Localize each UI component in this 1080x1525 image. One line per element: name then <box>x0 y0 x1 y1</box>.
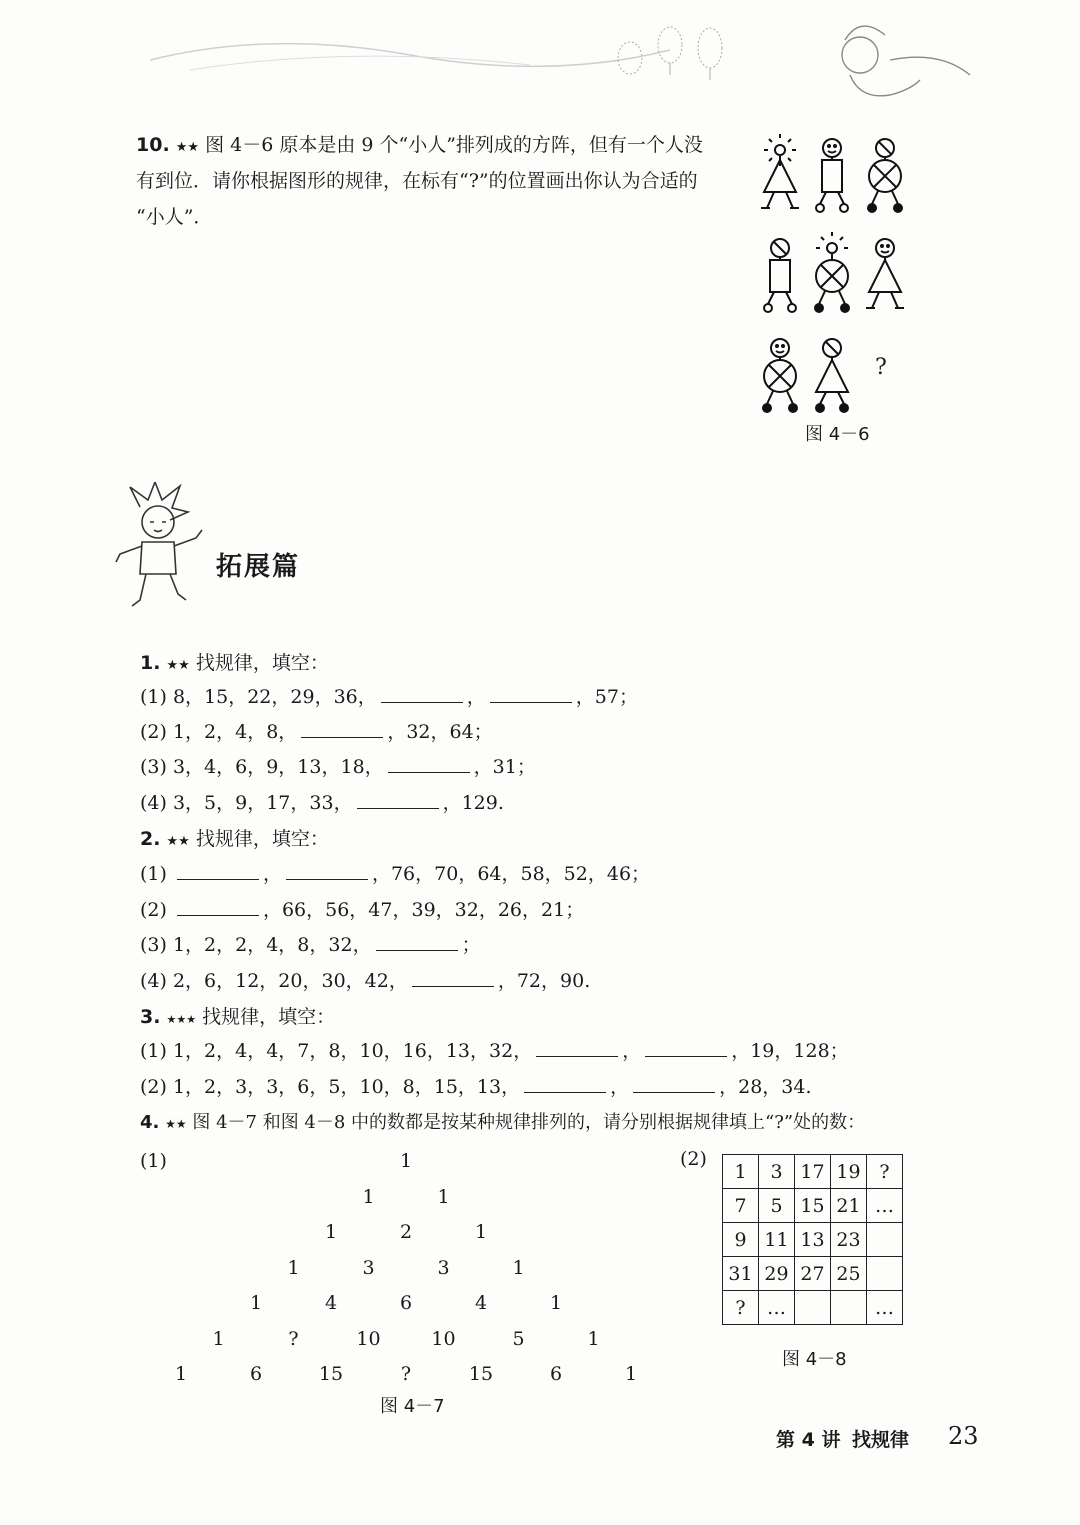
figure-4-7-caption: 图 4－7 <box>380 1396 445 1417</box>
answer-blank[interactable] <box>177 859 259 880</box>
grid-cell: 15 <box>795 1189 831 1223</box>
triangle-number: 1 <box>174 1363 188 1385</box>
triangle-number: 1 <box>287 1256 300 1279</box>
q2-item-1-pre: (1) <box>140 863 173 885</box>
grid-row <box>723 1257 903 1291</box>
figure-nosign-circle-x <box>868 139 902 212</box>
q3-item-2-mid: ， <box>610 1076 630 1098</box>
q10-text-1: 图 4－6 原本是由 9 个“小人”排列成的方阵，但有一个人没 <box>205 134 703 156</box>
grid-cell: … <box>867 1189 903 1223</box>
section-title-extension: 拓展篇 <box>216 552 301 582</box>
footer-topic: 找规律 <box>852 1429 910 1451</box>
q10-stars: ★★ <box>175 140 200 155</box>
q3-title-line <box>140 1000 335 1037</box>
q2-item-1 <box>140 857 650 891</box>
figure-4-6-caption: 图 4－6 <box>805 424 870 445</box>
page-number: 23 <box>948 1422 979 1450</box>
q2-item-1-post: ，76，70，64，58，52，46； <box>371 863 651 885</box>
q2-item-3-pre: (3) 1，2，2，4，8，32， <box>140 934 372 956</box>
triangle-number: 1 <box>212 1327 225 1350</box>
triangle-number: 1 <box>549 1292 563 1314</box>
q1-item-1-mid: ， <box>466 686 486 708</box>
q2-item-2-pre: (2) <box>140 899 173 921</box>
grid-cell: 19 <box>831 1155 867 1189</box>
q2-title-line <box>140 822 329 859</box>
footer-lecture: 第 4 讲 <box>776 1429 841 1451</box>
answer-blank[interactable] <box>536 1036 618 1057</box>
triangle-number: 1 <box>324 1221 338 1243</box>
triangle-number: 6 <box>549 1363 563 1385</box>
q4-text: 图 4－7 和图 4－8 中的数都是按某种规律排列的，请分别根据规律填上“?”处的数： <box>192 1112 866 1133</box>
q1-item-4-pre: (4) 3，5，9，17，33， <box>140 792 353 814</box>
boy-mascot-illustration <box>110 482 210 612</box>
q2-item-3 <box>140 928 481 962</box>
grid-row <box>723 1155 903 1189</box>
grid-cell: 17 <box>795 1155 831 1189</box>
grid-row <box>723 1291 903 1325</box>
answer-blank[interactable] <box>645 1036 727 1057</box>
figure-sun-circle-x <box>815 232 849 312</box>
triangle-number: 1 <box>437 1185 450 1208</box>
q4-title-line <box>140 1106 865 1141</box>
q2-item-4-post: ，72，90. <box>497 970 591 992</box>
q4-number: 4. <box>140 1112 160 1133</box>
grid-cell: ? <box>723 1291 759 1325</box>
grid-cell: ? <box>867 1155 903 1189</box>
figure-smile-circle-x <box>763 339 797 412</box>
q1-item-3-pre: (3) 3，4，6，9，13，18， <box>140 756 384 778</box>
figure-4-6 <box>750 130 920 415</box>
grid-cell: 31 <box>723 1257 759 1291</box>
q4-part1-label: (1) <box>140 1150 167 1172</box>
figure-missing-question-mark: ? <box>875 355 887 380</box>
q10-line1 <box>136 128 703 165</box>
answer-blank[interactable] <box>633 1072 715 1093</box>
q3-item-1 <box>140 1034 849 1068</box>
q3-stars: ★★★ <box>166 1013 197 1026</box>
triangle-number: 6 <box>249 1363 263 1385</box>
q1-number: 1. <box>140 652 161 674</box>
q1-item-1-pre: (1) 8，15，22，29，36， <box>140 686 377 708</box>
grid-cell: 13 <box>795 1223 831 1257</box>
grid-cell: 21 <box>831 1189 867 1223</box>
grid-cell: 29 <box>759 1257 795 1291</box>
grid-cell: 7 <box>723 1189 759 1223</box>
grid-cell: 25 <box>831 1257 867 1291</box>
figure-4-8-caption: 图 4－8 <box>782 1349 847 1370</box>
answer-blank[interactable] <box>376 930 458 951</box>
q2-item-4-pre: (4) 2，6，12，20，30，42， <box>140 970 408 992</box>
q4-part2-label: (2) <box>680 1148 707 1170</box>
grid-cell: 5 <box>759 1189 795 1223</box>
q2-item-3-post: ； <box>461 934 481 956</box>
answer-blank[interactable] <box>301 717 383 738</box>
answer-blank[interactable] <box>388 752 470 773</box>
q1-item-2 <box>140 715 493 749</box>
triangle-number: 1 <box>249 1292 263 1314</box>
q2-title: 找规律，填空： <box>195 828 329 850</box>
q1-item-2-post: ，32，64； <box>387 721 493 743</box>
q1-stars: ★★ <box>166 658 190 673</box>
triangle-number: 4 <box>474 1292 488 1314</box>
triangle-number: 2 <box>399 1221 413 1243</box>
q2-stars: ★★ <box>166 834 190 849</box>
q1-item-2-pre: (2) 1，2，4，8， <box>140 721 298 743</box>
triangle-number: 10 <box>356 1327 381 1350</box>
figure-smile-rectangle <box>816 139 848 212</box>
triangle-number: 6 <box>399 1292 413 1314</box>
fairy-illustration <box>842 26 970 96</box>
q3-item-1-mid: ， <box>622 1040 642 1062</box>
q10-line3: “小人”． <box>136 206 213 228</box>
q1-item-3-post: ，31； <box>473 756 536 778</box>
triangle-number: 1 <box>399 1150 413 1172</box>
grid-cell <box>867 1223 903 1257</box>
triangle-number: ? <box>288 1327 299 1350</box>
grid-cell <box>831 1291 867 1325</box>
grid-row <box>723 1223 903 1257</box>
triangle-number: 1 <box>512 1256 525 1279</box>
triangle-number: 5 <box>512 1327 525 1350</box>
q3-item-2-pre: (2) 1，2，3，3，6，5，10，8，15，13， <box>140 1076 521 1098</box>
answer-blank[interactable] <box>286 859 368 880</box>
q3-number: 3. <box>140 1006 161 1028</box>
q2-number: 2. <box>140 828 161 850</box>
q1-title-line <box>140 646 329 683</box>
answer-blank[interactable] <box>524 1072 606 1093</box>
answer-blank[interactable] <box>357 788 439 809</box>
grid-cell: 9 <box>723 1223 759 1257</box>
q3-item-2-post: ，28，34. <box>719 1076 812 1098</box>
grid-cell: 23 <box>831 1223 867 1257</box>
figure-nosign-triangle <box>816 339 848 412</box>
figure-smile-triangle <box>866 239 904 308</box>
figure-sun-triangle <box>761 134 799 208</box>
grid-cell <box>867 1257 903 1291</box>
triangle-number: 4 <box>324 1292 338 1314</box>
grid-cell: 27 <box>795 1257 831 1291</box>
q2-item-2-post: ，66，56，47，39，32，26，21； <box>262 899 585 921</box>
q10-line2: 有到位．请你根据图形的规律，在标有“?”的位置画出你认为合适的 <box>136 170 698 192</box>
grid-cell: … <box>867 1291 903 1325</box>
grid-cell: … <box>759 1291 795 1325</box>
q10-number: 10. <box>136 134 170 156</box>
triangle-number: 1 <box>587 1327 600 1350</box>
triangle-number: 1 <box>474 1221 488 1243</box>
triangle-number: 1 <box>362 1185 375 1208</box>
q1-item-3 <box>140 750 536 784</box>
grid-cell: 3 <box>759 1155 795 1189</box>
q2-item-4 <box>140 964 590 998</box>
triangle-number: 3 <box>362 1256 375 1279</box>
q1-title: 找规律，填空： <box>195 652 329 674</box>
q1-item-4 <box>140 786 504 820</box>
grid-cell: 11 <box>759 1223 795 1257</box>
triangle-number: 1 <box>624 1363 638 1385</box>
triangle-number: ? <box>400 1363 412 1385</box>
q1-item-1-post: ，57； <box>575 686 638 708</box>
triangle-number: 10 <box>431 1327 456 1350</box>
header-decoration <box>150 0 1080 120</box>
grid-cell <box>795 1291 831 1325</box>
number-grid <box>722 1154 903 1325</box>
answer-blank[interactable] <box>177 895 259 916</box>
answer-blank[interactable] <box>490 682 572 703</box>
q4-stars: ★★ <box>165 1117 187 1131</box>
triangle-number: 15 <box>468 1363 494 1385</box>
q3-title: 找规律，填空： <box>202 1006 336 1028</box>
triangle-number: 3 <box>437 1256 450 1279</box>
q2-item-2 <box>140 893 584 927</box>
answer-blank[interactable] <box>381 682 463 703</box>
triangle-number: 15 <box>318 1363 344 1385</box>
q2-item-1-mid: ， <box>262 863 282 885</box>
q1-item-1 <box>140 680 638 714</box>
q3-item-2 <box>140 1070 812 1104</box>
q3-item-1-pre: (1) 1，2，4，4，7，8，10，16，13，32， <box>140 1040 533 1062</box>
grid-cell: 1 <box>723 1155 759 1189</box>
q1-item-4-post: ，129. <box>442 792 504 814</box>
figure-nosign-rectangle <box>764 239 796 312</box>
answer-blank[interactable] <box>412 966 494 987</box>
grid-row <box>723 1189 903 1223</box>
q3-item-1-post: ，19，128； <box>731 1040 849 1062</box>
